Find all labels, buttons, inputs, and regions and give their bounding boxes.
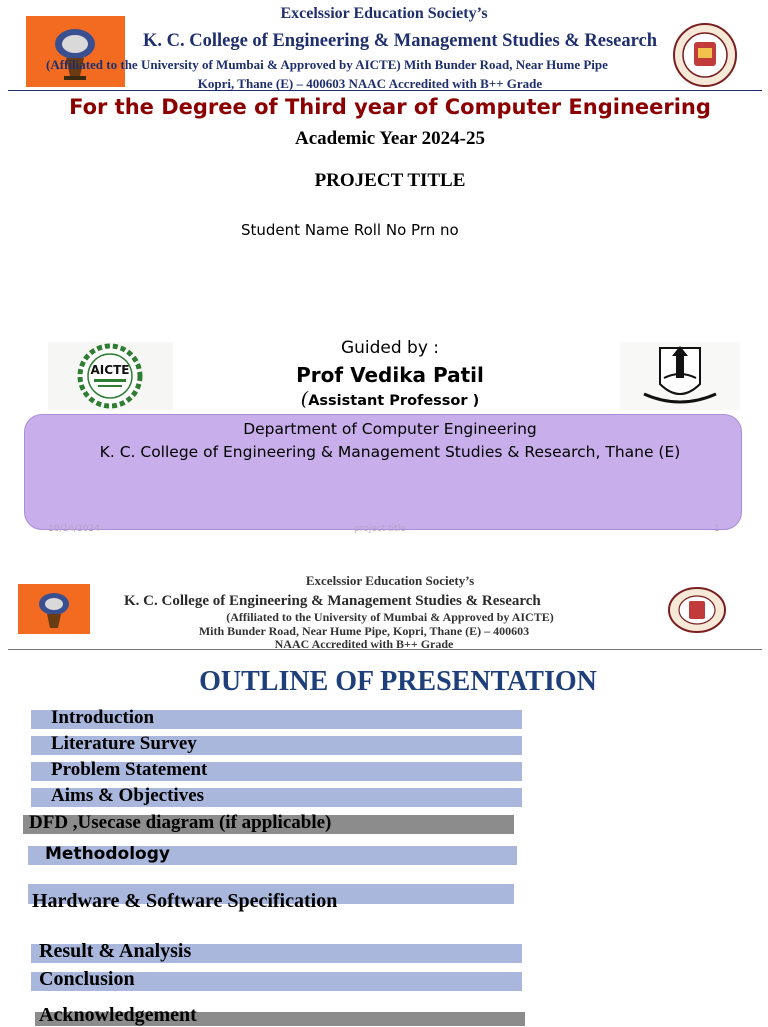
college-seal <box>666 586 728 634</box>
footer-page-number: 1 <box>714 524 720 534</box>
outline-item: Methodology <box>45 844 170 864</box>
guide-designation-text: Assistant Professor ) <box>308 393 480 409</box>
guided-by-label: Guided by : <box>340 338 440 358</box>
outline-item: Result & Analysis <box>39 940 192 962</box>
outline-item: DFD ,Usecase diagram (if applicable) <box>29 812 332 833</box>
project-title: PROJECT TITLE <box>314 170 466 191</box>
header-divider <box>8 649 762 650</box>
department-college: K. C. College of Engineering & Management Studies & Research, Thane (E) <box>99 443 681 461</box>
outline-item: Problem Statement <box>51 759 208 780</box>
guide-name: Prof Vedika Patil <box>296 363 484 387</box>
college-name: K. C. College of Engineering & Management Studies & Research <box>124 593 541 609</box>
naac-text: NAAC Accredited with B++ Grade <box>274 637 454 651</box>
society-name: Excelssior Education Society’s <box>280 5 488 22</box>
department-name: Department of Computer Engineering <box>243 420 537 438</box>
affiliation-text: (Affiliated to the University of Mumbai & Approved by AICTE) Mith Bunder Road, Near Hume Pipe <box>46 57 608 72</box>
address-text: Kopri, Thane (E) – 400603 NAAC Accredited with B++ Grade <box>197 76 543 91</box>
affiliation-text: (Affiliated to the University of Mumbai & Approved by AICTE) <box>226 610 554 624</box>
header-divider <box>8 90 762 91</box>
college-name: K. C. College of Engineering & Management Studies & Research <box>142 31 657 51</box>
guide-designation: (Assistant Professor ) <box>300 388 480 410</box>
college-seal <box>672 22 738 88</box>
outline-item: Hardware & Software Specification <box>32 890 338 912</box>
society-name: Excelssior Education Society’s <box>305 573 475 588</box>
degree-heading: For the Degree of Third year of Computer Engineering <box>69 95 711 119</box>
aicte-logo-text: AICTE <box>90 363 130 377</box>
outline-item: Literature Survey <box>51 733 197 754</box>
address-text: Mith Bunder Road, Near Hume Pipe, Kopri, Thane (E) – 400603 <box>198 624 530 638</box>
outline-item: Acknowledgement <box>39 1004 197 1026</box>
footer-title: project title <box>354 524 406 534</box>
academic-year: Academic Year 2024-25 <box>295 128 485 149</box>
footer-date: 10/14/2024 <box>48 524 100 534</box>
outline-heading: OUTLINE OF PRESENTATION <box>199 666 597 697</box>
outline-item: Conclusion <box>39 968 135 990</box>
outline-item: Aims & Objectives <box>51 785 205 806</box>
outline-item: Introduction <box>51 707 155 728</box>
student-details: Student Name Roll No Prn no <box>241 221 459 239</box>
